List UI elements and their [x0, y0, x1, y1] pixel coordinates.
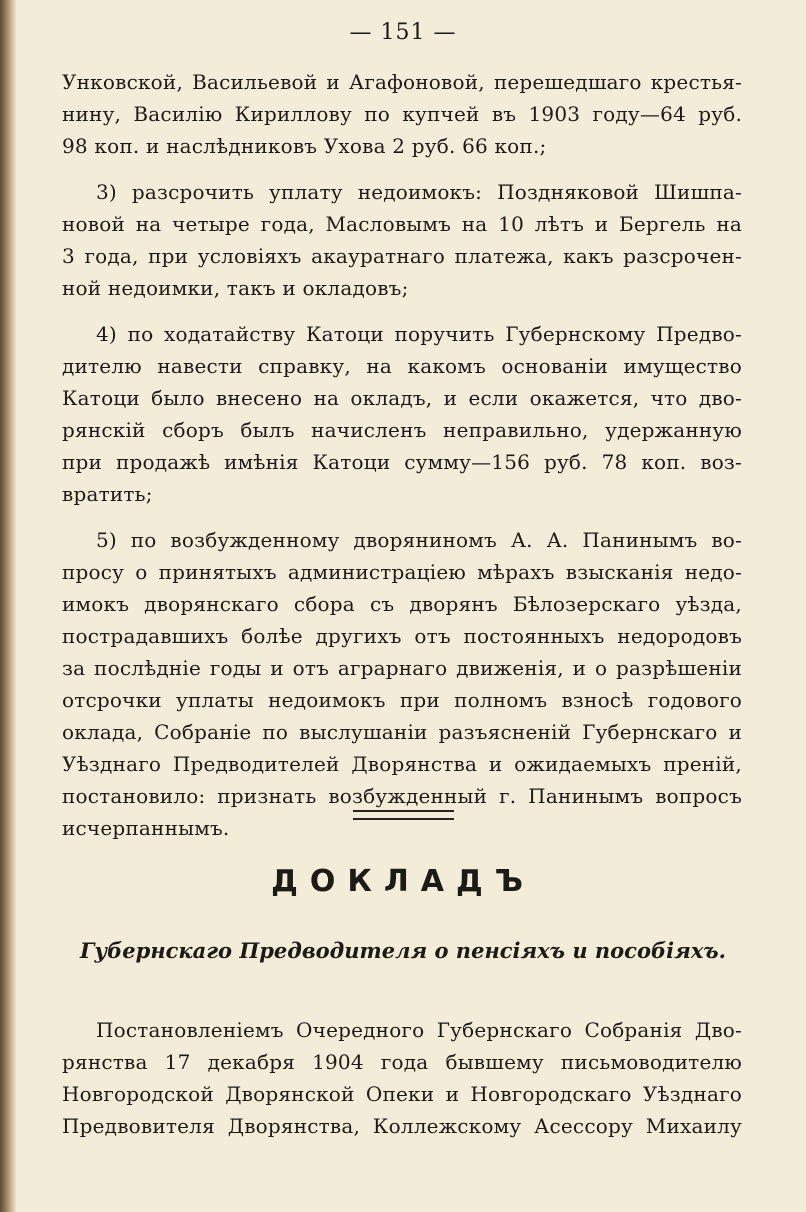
- text-line: Новгородской Дворянской Опеки и Новгородскаго Уѣзднаго: [62, 1082, 742, 1106]
- text-line: рянскій сборъ былъ начисленъ неправильно, удержанную: [62, 418, 742, 442]
- text-line: исчерпаннымъ.: [62, 816, 230, 840]
- item-5-paragraph: [62, 524, 742, 844]
- text-line: пострадавшихъ болѣе другихъ отъ постоянныхъ недородовъ: [62, 624, 742, 648]
- text-line: Уѣзднаго Предводителей Дворянства и ожидаемыхъ преній,: [62, 752, 742, 776]
- text-line: 5) по возбужденному дворяниномъ А. А. Панинымъ во-: [96, 528, 742, 552]
- report-body: [62, 1014, 742, 1156]
- text-line: постановило: признать возбужденный г. Панинымъ вопросъ: [62, 784, 742, 808]
- text-line: оклада, Собраніе по выслушаніи разъясненій Губернскаго и: [62, 720, 742, 744]
- text-line: рянства 17 декабря 1904 года бывшему письмоводителю: [62, 1050, 742, 1074]
- report-paragraph: [62, 1014, 742, 1142]
- text-line: Катоци было внесено на окладъ, и если окажется, что дво-: [62, 386, 742, 410]
- text-line: Унковской, Васильевой и Агафоновой, перешедшаго крестья-: [62, 70, 742, 94]
- text-line: 98 коп. и наслѣдниковъ Ухова 2 руб. 66 коп.;: [62, 134, 547, 158]
- text-line: дителю навести справку, на какомъ основаніи имущество: [62, 354, 742, 378]
- text-line: имокъ дворянскаго сбора съ дворянъ Бѣлозерскаго уѣзда,: [62, 592, 742, 616]
- page-number: — 151 —: [349, 20, 457, 45]
- text-line: отсрочки уплаты недоимокъ при полномъ взносѣ годового: [62, 688, 742, 712]
- item-4-paragraph: [62, 318, 742, 510]
- text-line: 3 года, при условіяхъ акауратнаго платежа, какъ разсрочен-: [62, 244, 742, 268]
- item-3-paragraph: [62, 176, 742, 304]
- continuation-paragraph: [62, 66, 742, 162]
- body-text-top: [62, 66, 742, 858]
- text-line: при продажѣ имѣнія Катоци сумму—156 руб. 78 коп. воз-: [62, 450, 742, 474]
- text-line: новой на четыре года, Масловымъ на 10 лѣтъ и Бергель на: [62, 212, 742, 236]
- text-line: нину, Василію Кириллову по купчей въ 1903 году—64 руб.: [62, 102, 742, 126]
- text-line: за послѣдніе годы и отъ аграрнаго движенія, и о разрѣшеніи: [62, 656, 742, 680]
- text-line: просу о принятыхъ администраціею мѣрахъ взысканія недо-: [62, 560, 742, 584]
- text-line: ной недоимки, такъ и окладовъ;: [62, 276, 409, 300]
- book-binding-edge: [0, 0, 16, 1212]
- text-line: 4) по ходатайству Катоци поручить Губернскому Предво-: [96, 322, 742, 346]
- text-line: вратить;: [62, 482, 153, 506]
- text-line: Предвовителя Дворянства, Коллежскому Асессору Михаилу: [62, 1114, 742, 1138]
- section-divider: [353, 810, 454, 820]
- report-subtitle: Губернскаго Предводителя о пенсіяхъ и пособіяхъ.: [80, 938, 726, 963]
- text-line: 3) разсрочить уплату недоимокъ: Поздняковой Шишпа-: [96, 180, 742, 204]
- section-title: ДОКЛАДЪ: [271, 864, 535, 899]
- text-line: Постановленіемъ Очередного Губернскаго Собранія Дво-: [96, 1018, 742, 1042]
